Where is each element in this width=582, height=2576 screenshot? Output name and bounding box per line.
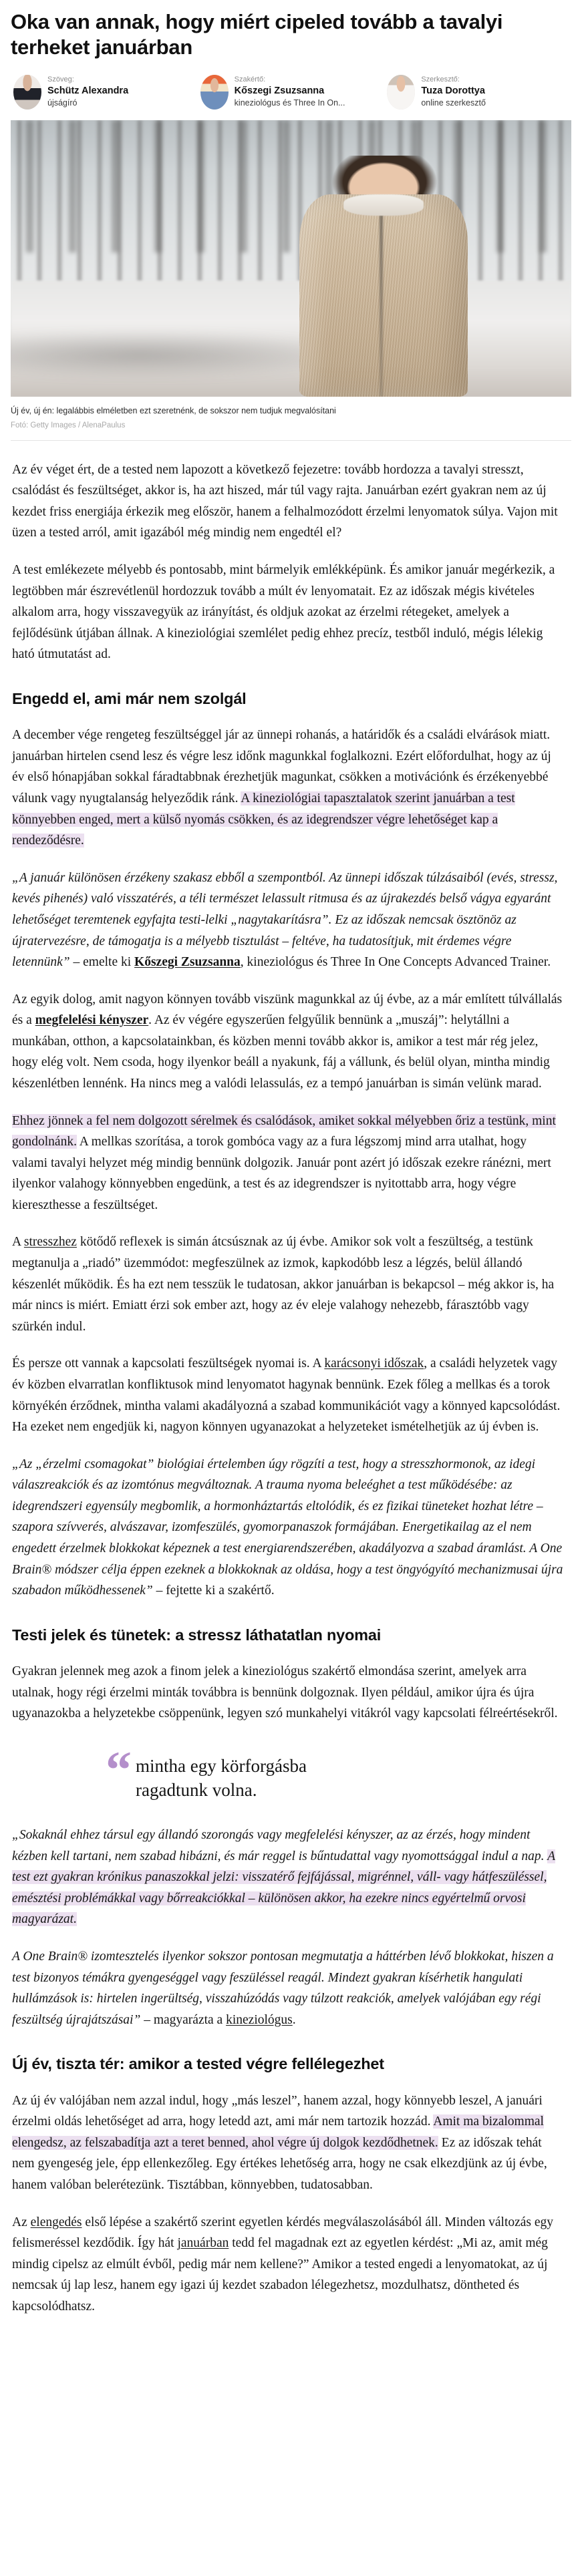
attribution-tail: – fejtette ki a szakértő. (156, 1584, 275, 1598)
quote-text: „Az „érzelmi csomagokat” biológiai értelemben úgy rögzíti a test, hogy a stresszhormonok, az idegi válaszreakciók és az izomtónus megváltoznak. A trauma nyoma beleéghet a test működésébe: az idegrendszeri egyensúly megbomlik, a hormonháztartás eltolódik, és ez fizikai tüneteket hozhat létre – szapora szívverés, alvászavar, izomfeszülés, gyomorpanaszok formájában. Energetikailag az el nem engedett érzelmek blokkokat képeznek a test energiarendszerében, akadályozva a szabad áramlást. A One Brain® módszer célja éppen ezeknek a blokkoknak az oldása, hogy a test öngyógyító mechanizmusai újra szabadon működhessenek” (12, 1457, 563, 1598)
paragraph-text: És persze ott vannak a kapcsolati feszültségek nyomai is. A (12, 1356, 325, 1371)
paragraph (12, 1232, 565, 1337)
paragraph: Gyakran jelennek meg azok a finom jelek a kineziológus szakértő elmondása szerint, amelyek arra utalnak, hogy régi érzelmi minták továbbra is bennünk dolgoznak. Ilyen például, amikor újra és újra ugyanazokba a helyzetekbe csöppenünk, legyen szó munkahelyi vitákról vagy kapcsolati félreértésekről. (12, 1664, 558, 1721)
paragraph-text: kötődő reflexek is simán átcsúsznak az új évbe. Amikor sok volt a feszültség, a testünk megtanulja a „riadó” üzemmódot: megfeszülnek az izmok, kapkodóbb lesz a légzés, belül állandó készenlét működik. És ha ezt nem tesszük le tudatosan, akkor januárban is bekapcsol – még akkor is, ha már nincs is miért. Emiatt érzi sok ember azt, hogy az év eleje valahogy nehezebb, fárasztóbb vagy szürkén indul. (12, 1235, 555, 1334)
paragraph: A test emlékezete mélyebb és pontosabb, mint bármelyik emlékképünk. És amikor január megérkezik, a legtöbben már észrevétlenül hordozzuk tovább a múlt év lenyomatait. Ez az időszak mégis kivételes alkalom arra, hogy visszavegyük az irányítást, és oldjuk azokat az érzelmi rétegeket, amelyek a fejlődésünk útjában állnak. A kineziológiai szemlélet pedig ehhez precíz, testből induló, mégis lélekig ható útmutatást ad. (12, 563, 555, 662)
pull-quote-text: mintha egy körforgásba ragadtunk volna. (136, 1755, 307, 1800)
section-heading-3: Új év, tiszta tér: amikor a tested végre fellélegezhet (12, 2055, 384, 2073)
highlighted-text: Ehhez jönnek a fel nem dolgozott sérelmek és csalódások, amiket sokkal mélyebben őriz a testünk, mint gondolnánk. (12, 1113, 556, 1149)
inline-link-stresszhez[interactable]: stresszhez (23, 1235, 77, 1250)
highlighted-text: A test ezt gyakran krónikus panaszokkal jelzi: visszatérő fejfájással, migrénnel, váll- vagy hátfeszüléssel, emésztési problémákkal vagy bőrreakciókkal – különösen akkor, ha ezekre nincs egyértelmű orvosi magyarázat. (12, 1849, 555, 1927)
avatar (200, 75, 229, 110)
hero-image (11, 120, 571, 397)
paragraph-text: A december vége rengeteg feszültséggel jár az ünnepi rohanás, a határidők és a családi elvárások miatt. januárban hirtelen csend lesz és végre lesz időnk magunkkal foglalkozni. Ezért előfordulhat, hogy az új év első hónapjában sokkal fáradtabbnak érezhetjük magunkat, csökken a motivációnk és érzékenyebbé válunk vagy nyugtalanság helyeződik ránk. (12, 728, 551, 806)
byline-author[interactable] (13, 75, 198, 110)
paragraph-lead: Az év véget ért, de a tested nem lapozott a következő fejezetre: tovább hordozza a tavalyi stresszt, csalódást és feszültséget, akkor is, ha azt hiszed, már túl vagy rajta. Januárban ezért gyakran nem az új kezdet friss energiája érkezik meg először, hanem a felhalmozódott érzelmi lenyomatok súlya. Vajon mit üzen a tested arról, amit igazából még mindig nem engedtél el? (12, 462, 558, 540)
attribution-tail: , kineziológus és Three In One Concepts Advanced Trainer. (240, 955, 551, 970)
inline-link-elengedes[interactable]: elengedés (30, 2215, 82, 2229)
byline-role: Szöveg: (47, 75, 74, 84)
expert-quote-1 (12, 868, 565, 973)
attribution-lead: – magyarázta a (144, 2012, 227, 2027)
highlighted-text: Amit ma bizalommal elengedsz, az felszabadítja azt a teret benned, ahol végre új dolgok kezdődhetnek. (12, 2114, 544, 2150)
paragraph-text: tedd fel magadnak ezt az egyetlen kérdést: „Mi az, amit még mindig cipelsz az elmúlt évből, pedig már nem kellene?” Amikor a tested engedi a lenyomatokat, az új nemcsak új lap lesz, hanem egy igazi új kezdet szabadon lélegezhetsz, mozdulhatsz, döntheted és kapcsolódhatsz. (12, 2236, 548, 2314)
paragraph (12, 725, 565, 851)
article-page (0, 9, 582, 2344)
byline-title: online szerkesztő (421, 98, 486, 108)
paragraph-text: A (12, 1235, 24, 1250)
page-title: Oka van annak, hogy miért cipeled tovább a tavalyi terheket januárban (11, 10, 503, 59)
inline-link-januarban[interactable]: januárban (177, 2236, 229, 2251)
divider (11, 440, 571, 441)
byline-name[interactable]: Tuza Dorottya (421, 85, 485, 96)
inline-link-karacsonyi-idoszak[interactable]: karácsonyi időszak (324, 1356, 424, 1371)
avatar (13, 75, 41, 110)
paragraph-text: A mellkas szorítása, a torok gombóca vagy az a fura légszomj mind arra utalhat, hogy valami tavalyi helyzet még mindig bennünk dolgozik. Január pont azért jó időszak ezekre ránézni, mert ilyenkor valahogy könnyebben engedünk, a test és az idegrendszer is nyitottabb arra, hogy végre kiereszthesse a feszültséget. (12, 1135, 551, 1212)
attribution-lead: – emelte ki (73, 955, 135, 970)
expert-quote-2 (12, 1454, 565, 1602)
quote-text: „Sokaknál ehhez társul egy állandó szorongás vagy megfelelési kényszer, az az érzés, hogy mindent kézben kell tartani, nem szabad hibázni, és már reggel is bűntudattal vagy nyomottsággal indul a nap. (12, 1828, 548, 1863)
quote-text: A One Brain® izomtesztelés ilyenkor sokszor pontosan megmutatja a háttérben lévő blokkokat, hiszen a test bizonyos témákra gyengeséggel vagy feszüléssel reagál. Mindezt gyakran kísérhetik hangulati hullámzások is: hirtelen ingerültség, visszahúzódás vagy túlzott reakciók, amelyek valójában egy régi feszültség újrajátszásai” (12, 1950, 554, 2027)
attribution-tail: . (292, 2012, 296, 2027)
byline-row (11, 75, 571, 110)
byline-expert[interactable] (200, 75, 385, 110)
byline-name[interactable]: Schütz Alexandra (47, 85, 129, 96)
section-heading-1: Engedd el, ami már nem szolgál (12, 689, 247, 707)
expert-quote-3 (12, 1825, 565, 1930)
byline-title: kineziológus és Three In On... (234, 98, 345, 108)
inline-link-megfelelesi-kenyszer[interactable]: megfelelési kényszer (35, 1013, 149, 1028)
avatar (387, 75, 415, 110)
byline-role: Szakértő: (234, 75, 266, 84)
paragraph (12, 1111, 565, 1216)
pull-quote (12, 1740, 565, 1802)
paragraph (12, 1353, 565, 1437)
paragraph (12, 2090, 565, 2196)
byline-role: Szerkesztő: (421, 75, 460, 84)
expert-link[interactable]: Kőszegi Zsuzsanna (134, 955, 241, 970)
byline-name[interactable]: Kőszegi Zsuzsanna (234, 85, 325, 96)
paragraph-text: első lépése a szakértő szerint egyetlen kérdés megválaszolásából áll. Minden változás egy felismeréssel kezdődik. Így hát (12, 2215, 554, 2251)
expert-quote-4 (12, 1946, 565, 2030)
paragraph-text: . Az év végére egyszerűen felgyűlik bennünk a „muszáj”: helytállni a munkában, otthon, a kapcsolatainkban, és közben menni tovább akkor is, amikor a test már rég jelez, hogy elég volt. Nem csoda, hogy ilyenkor beáll a nyakunk, fáj a vállunk, és belül olyan, mintha mindig készenlétben lennénk. Ha nincs meg a valódi lelassulás, ez a tempó januárban is simán velünk marad. (12, 1013, 550, 1091)
paragraph (12, 2212, 565, 2318)
highlighted-text: A kineziológiai tapasztalatok szerint januárban a test könnyebben enged, mert a külső nyomás csökken, és az idegrendszer végre lehetőséget kap a rendeződésre. (12, 791, 515, 848)
paragraph-text: Az új év valójában nem azzal indul, hogy „más leszel”, hanem azzal, hogy könnyebb leszel, A januári érzelmi oldás lehetőséget ad arra, hogy letedd azt, ami már nem tartozik hozzád. (12, 2093, 543, 2129)
quote-mark-icon: “ (106, 1740, 132, 1799)
inline-link-kineziologus[interactable]: kineziológus (226, 2012, 293, 2027)
paragraph-text: Az egyik dolog, amit nagyon könnyen tovább viszünk magunkkal az új évbe, az a már említett túlvállalás és a (12, 992, 563, 1028)
section-heading-2: Testi jelek és tünetek: a stressz láthatatlan nyomai (12, 1626, 382, 1644)
paragraph (12, 989, 565, 1095)
quote-text: „A január különösen érzékeny szakasz ebből a szempontból. Az ünnepi időszak túlzásaiból (evés, stressz, kevés pihenés) való visszatérés, a téli természet lelassult ritmusa és az újrakezdés belső vágya egyaránt lehetőséget teremtenek egyfajta testi-lelki „nagytakarításra”. Ez az időszak nemcsak ösztönöz az újratervezésre, de támogatja is a mélyebb tisztulást – feltéve, ha tudatosítjuk, mit érdemes végre letennünk” (12, 870, 558, 970)
image-credit: Fotó: Getty Images / AlenaPaulus (11, 421, 126, 429)
byline-editor[interactable] (387, 75, 571, 110)
article-body (11, 459, 571, 2318)
byline-title: újságíró (47, 98, 78, 108)
paragraph-text: Ez az időszak tehát nem gyengeség jele, épp ellenkezőleg. Egy értékes lehetőség arra, hogy ne csak elkezdjünk az új évbe, hanem valóban belerétezünk. Tisztábban, könnyebben, tudatosabban. (12, 2135, 547, 2193)
image-caption: Új év, új én: legalábbis elméletben ezt szeretnénk, de sokszor nem tudjuk megvalósítani (11, 405, 336, 415)
paragraph-text: , a családi helyzetek vagy év közben elvarratlan konfliktusok mind lenyomatot hagynak bennünk. Ezek főleg a mellkas és a torok környékén érződnek, mintha valami akadályozná a szabad kommunikációt vagy a könnyed kapcsolódást. Ha ezeket nem engedjük ki, nagyon könnyen ugyanazokat a helyzeteket ismételhetjük az új évben is. (12, 1356, 561, 1435)
paragraph-text: Az (12, 2215, 31, 2229)
